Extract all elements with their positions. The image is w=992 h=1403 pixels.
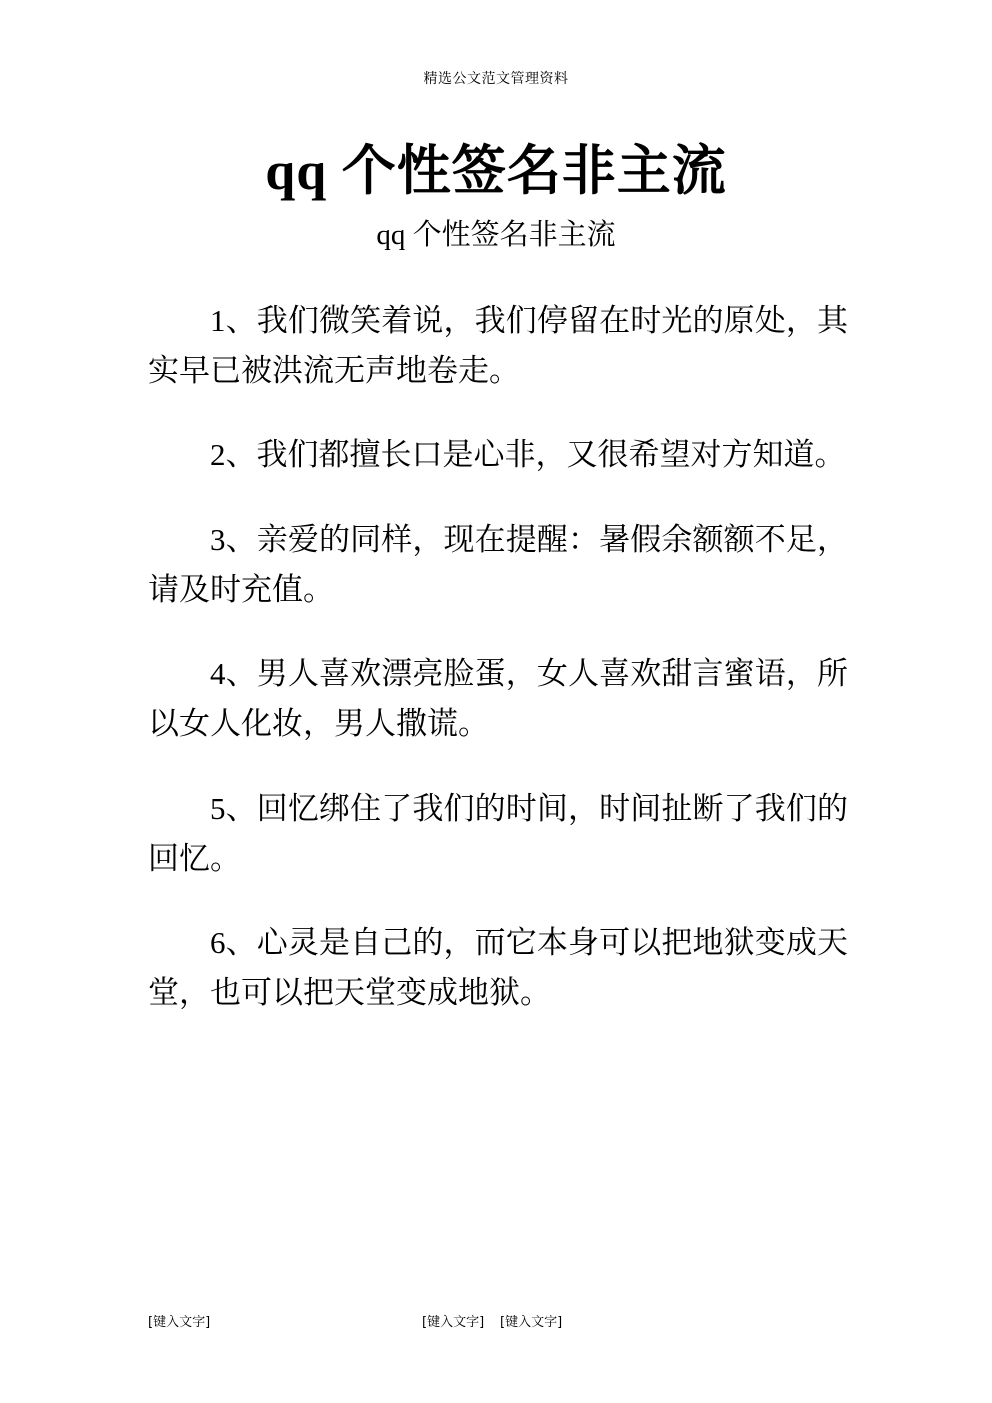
paragraph: 1、我们微笑着说，我们停留在时光的原处，其实早已被洪流无声地卷走。 xyxy=(148,303,848,389)
footer-left-placeholder: [键入文字] xyxy=(148,1315,211,1330)
paragraph: 4、男人喜欢漂亮脸蛋，女人喜欢甜言蜜语，所以女人化妆，男人撒谎。 xyxy=(148,656,848,742)
page-title: qq 个性签名非主流 xyxy=(265,141,727,201)
paragraph: 2、我们都擅长口是心非，又很希望对方知道。 xyxy=(210,437,846,473)
page-footer xyxy=(0,1283,992,1403)
header-note: 精选公文范文管理资料 xyxy=(423,71,569,87)
document-body xyxy=(148,296,848,1052)
paragraph: 5、回忆绑住了我们的时间，时间扯断了我们的回忆。 xyxy=(148,790,848,876)
footer-center-placeholder: [键入文字] xyxy=(422,1315,485,1330)
paragraph: 6、心灵是自己的，而它本身可以把地狱变成天堂，也可以把天堂变成地狱。 xyxy=(148,924,848,1011)
footer-center-placeholder-2: [键入文字] xyxy=(500,1315,563,1330)
paragraph: 3、亲爱的同样，现在提醒：暑假余额额不足，请及时充值。 xyxy=(148,521,848,607)
page-subtitle: qq 个性签名非主流 xyxy=(376,219,616,251)
